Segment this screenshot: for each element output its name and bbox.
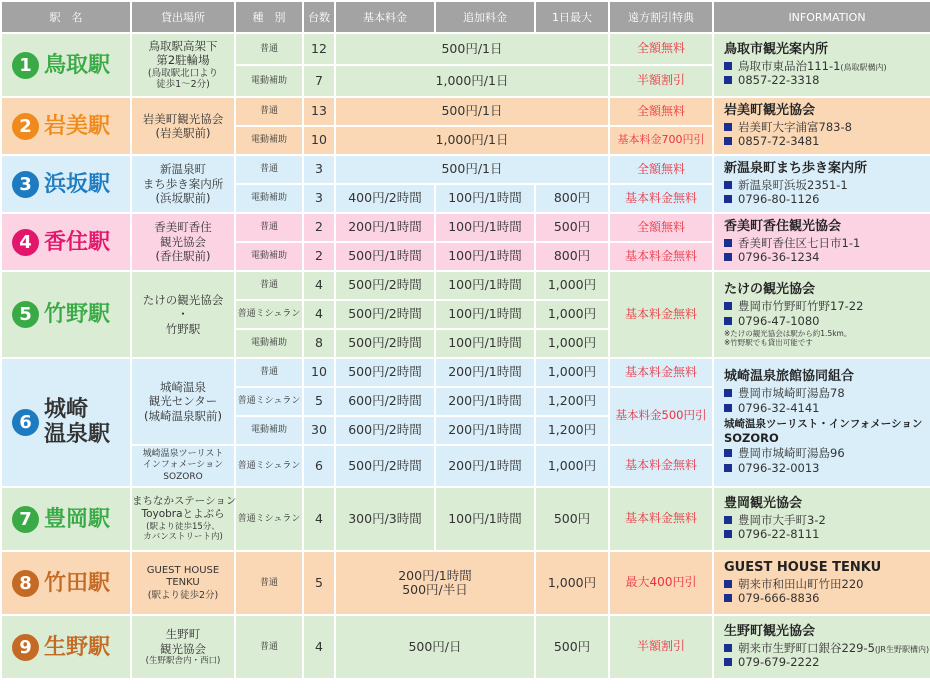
bullet-icon [724,62,732,70]
location-line: 観光協会 [160,641,206,656]
station-takeda [2,552,130,614]
table-row [2,488,930,550]
location-line: SOZORO [163,471,203,482]
rental-location [132,552,234,614]
bullet-icon [724,658,732,666]
header-day-max: 1日最大 [536,2,608,32]
info-phone [724,250,930,265]
info-note: ※たけの観光協会は駅から約1.5km。 [724,328,852,338]
info-cell [714,359,930,486]
location-line: 城崎温泉ツーリスト [142,449,224,460]
station-toyooka [2,488,130,550]
base-fee: 300円/3時間 [336,488,434,550]
location-line: GUEST HOUSE [146,564,220,576]
location-line: まちなかステーション [132,495,237,508]
info-address [724,386,930,401]
bike-count: 10 [304,359,334,386]
info-address [724,577,930,592]
discount: 半額割引 [610,66,712,96]
location-line: 岩美町観光協会 [142,111,224,126]
base-fee: 500円/2時間 [336,446,434,486]
station-name [44,398,110,446]
rental-location [132,214,234,270]
location-line: (香住駅前) [155,249,211,264]
discount: 基本料金無料 [610,272,712,357]
base-fee: 500円/1時間 [336,243,434,270]
fee: 500円/1日 [336,156,608,183]
bike-type: 普通 [236,156,302,183]
day-max: 1,000円 [536,330,608,357]
bike-type: 電動補助 [236,185,302,212]
bike-type: 普通 [236,34,302,64]
rental-location [132,34,234,96]
bike-count: 2 [304,243,334,270]
station-name: 岩美駅 [44,113,111,139]
bike-type: 電動補助 [236,330,302,357]
station-hamasaka [2,156,130,212]
phone-text: 0857-22-3318 [738,73,820,88]
location-note: (鳥取駅北口より [147,67,219,79]
station-number-badge: 6 [12,409,39,436]
address-text: 豊岡市大手町3-2 [738,512,826,527]
bike-type: 普通 [236,272,302,299]
info-address [724,513,930,528]
base-fee: 500円/2時間 [336,359,434,386]
discount: 基本料金無料 [610,488,712,550]
info-cell [714,488,930,550]
table-row [2,272,930,299]
bike-count: 4 [304,488,334,550]
discount: 基本料金無料 [610,243,712,270]
bullet-icon [724,449,732,457]
station-name: 鳥取駅 [44,52,111,78]
info-org-name: 生野町観光協会 [724,623,816,639]
bullet-icon [724,530,732,538]
bike-type: 普通 [236,616,302,678]
location-line: ・ [177,307,189,322]
bullet-icon [724,594,732,602]
info-address [724,59,930,74]
fee-line: 500円/半日 [402,582,468,597]
location-line: 城崎温泉 [160,379,206,394]
table-row [2,214,930,241]
table-row [2,359,930,386]
info-org-name: GUEST HOUSE TENKU [724,559,882,575]
info-org-name: たけの観光協会 [724,282,816,298]
rental-location [132,488,237,550]
location-note: カバンストリート内) [143,532,223,543]
day-max: 1,000円 [536,552,608,614]
discount: 全額無料 [610,98,712,125]
header-type: 種 別 [236,2,302,32]
location-line: 新温泉町 [160,162,206,177]
table-row [2,616,930,678]
bullet-icon [724,76,732,84]
location-line: たけの観光協会 [142,292,224,307]
bike-type: 電動補助 [236,243,302,270]
day-max: 1,000円 [536,301,608,328]
bike-count: 3 [304,156,334,183]
info-org-name: 城崎温泉旅館協同組合 [724,368,855,384]
discount: 全額無料 [610,156,712,183]
day-max: 1,000円 [536,446,608,486]
info-org-name: 鳥取市観光案内所 [724,41,829,57]
day-max: 500円 [536,214,608,241]
info-phone [724,192,930,207]
rental-location [132,616,234,678]
fee [336,552,534,614]
station-name-line: 城崎 [44,397,89,423]
header-base-fee: 基本料金 [336,2,434,32]
add-fee: 200円/1時間 [436,417,534,444]
info-phone [724,527,930,542]
base-fee: 500円/2時間 [336,272,434,299]
bike-type: 電動補助 [236,66,302,96]
bullet-icon [724,253,732,261]
location-line: 鳥取駅高架下 [148,38,218,53]
base-fee: 500円/2時間 [336,301,434,328]
table-row [2,156,930,183]
bullet-icon [724,404,732,412]
header-information: INFORMATION [714,2,930,32]
bullet-icon [724,580,732,588]
day-max: 1,000円 [536,272,608,299]
location-note: (生野駅舎内・西口) [145,656,221,667]
bike-count: 7 [304,66,334,96]
fee: 500円/1日 [336,34,608,64]
discount: 基本料金無料 [610,185,712,212]
location-line: まち歩き案内所 [142,176,224,191]
station-number-badge: 2 [12,113,39,140]
info-phone [724,655,930,670]
bike-count: 10 [304,127,334,154]
bike-type: 電動補助 [236,417,302,444]
info-org-name: 岩美町観光協会 [724,102,816,118]
add-fee: 200円/1時間 [436,359,534,386]
rental-location [132,156,234,212]
discount: 基本料金無料 [610,446,712,486]
phone-text: 0796-47-1080 [738,313,820,328]
station-iwami [2,98,130,154]
bike-count: 2 [304,214,334,241]
address-text: 新温泉町浜坂2351-1 [738,177,848,192]
header-discount: 遠方割引特典 [610,2,712,32]
station-number-badge: 4 [12,229,39,256]
info-address [724,641,930,656]
table-row [2,552,930,614]
add-fee: 200円/1時間 [436,388,534,415]
location-line: 生野町 [165,627,201,642]
add-fee: 100円/1時間 [436,301,534,328]
discount: 基本料金無料 [610,359,712,386]
station-kinosaki-onsen [2,359,130,486]
station-number-badge: 5 [12,301,39,328]
bullet-icon [724,195,732,203]
address-text: 朝来市和田山町竹田220 [738,576,864,591]
info-org-name-2: 城崎温泉ツーリスト・インフォメーション [724,417,923,430]
station-name: 豊岡駅 [44,506,111,532]
location-line: (城崎温泉駅前) [144,408,222,423]
bullet-icon [724,516,732,524]
base-fee: 500円/2時間 [336,330,434,357]
discount: 基本料金700円引 [610,127,712,154]
address-text: 朝来市生野町口銀谷229-5 [738,640,875,655]
phone-text: 0796-36-1234 [738,250,820,265]
info-org-name: 香美町香住観光協会 [724,218,842,234]
bike-type: 普通ミシュラン [236,446,302,486]
bullet-icon [724,181,732,189]
info-cell [714,272,930,357]
location-note: (駅より徒歩2分) [147,589,219,601]
phone-text: 0796-80-1126 [738,192,820,207]
add-fee: 100円/1時間 [436,243,534,270]
info-note: ※竹野駅でも貸出可能です [724,337,813,347]
location-line: Toyobraとよぶら [141,508,225,521]
bike-count: 6 [304,446,334,486]
bike-count: 30 [304,417,334,444]
address-text: 鳥取市東品治111-1 [738,58,841,73]
bike-type: 普通 [236,214,302,241]
bike-count: 4 [304,272,334,299]
discount: 最大400円引 [610,552,712,614]
info-phone [724,134,930,149]
info-phone [724,401,930,416]
bike-type: 普通 [236,552,302,614]
discount: 全額無料 [610,214,712,241]
day-max: 500円 [536,616,608,678]
info-phone [724,461,930,476]
info-cell [714,156,930,212]
station-name: 竹田駅 [44,570,111,596]
address-text: 豊岡市城崎町湯島96 [738,446,845,461]
bike-type: 普通ミシュラン [236,388,302,415]
station-number-badge: 8 [12,570,39,597]
info-cell [714,214,930,270]
fee-line: 200円/1時間 [398,567,472,583]
location-line: 観光協会 [160,234,206,249]
address-text: 豊岡市竹野町竹野17-22 [738,299,864,313]
table-header [2,2,930,32]
day-max: 800円 [536,185,608,212]
add-fee: 100円/1時間 [436,272,534,299]
bike-count: 5 [304,552,334,614]
station-name: 浜坂駅 [44,171,111,197]
rental-location [132,446,234,486]
location-line: (岩美駅前) [155,126,211,140]
location-line: 第2駐輪場 [156,53,210,68]
day-max: 1,000円 [536,359,608,386]
bullet-icon [724,644,732,652]
info-cell [714,616,930,678]
info-org-name: 新温泉町まち歩き案内所 [724,160,868,176]
header-location: 貸出場所 [132,2,234,32]
location-note: (駅より徒歩15分、 [146,521,220,532]
bike-count: 8 [304,330,334,357]
base-fee: 600円/2時間 [336,417,434,444]
info-address [724,120,930,135]
address-note: (JR生野駅構内) [874,644,930,654]
station-name-line: 温泉駅 [44,421,111,447]
rental-location [132,359,234,444]
info-cell [714,98,930,154]
info-cell [714,34,930,96]
info-address [724,178,930,193]
phone-text: 0796-32-0013 [738,461,820,476]
bike-type: 普通ミシュラン [236,488,302,550]
discount: 半額割引 [610,616,712,678]
station-ikuno [2,616,130,678]
bike-count: 4 [304,616,334,678]
discount: 基本料金500円引 [610,388,712,444]
header-station: 駅 名 [2,2,130,32]
station-number-badge: 9 [12,634,39,661]
info-cell [714,552,930,614]
bike-count: 12 [304,34,334,64]
table-row [2,98,930,125]
station-name: 竹野駅 [44,301,111,327]
rental-location [132,272,234,357]
bike-type: 普通ミシュラン [236,301,302,328]
day-max: 500円 [536,488,608,550]
location-line: 観光センター [148,394,218,409]
fee: 500円/1日 [336,98,608,125]
add-fee: 200円/1時間 [436,446,534,486]
bullet-icon [724,317,732,325]
rental-location [132,98,234,154]
address-text: 岩美町大字浦富783-8 [738,119,852,134]
phone-text: 079-679-2222 [738,655,820,670]
location-line: 竹野駅 [165,321,201,336]
address-text: 香美町香住区七日市1-1 [738,235,861,250]
bullet-icon [724,123,732,131]
header-add-fee: 追加料金 [436,2,534,32]
day-max: 800円 [536,243,608,270]
header-count: 台数 [304,2,334,32]
phone-text: 0796-32-4141 [738,400,820,415]
day-max: 1,200円 [536,417,608,444]
discount: 全額無料 [610,34,712,64]
location-line: (浜坂駅前) [155,191,211,206]
location-line: インフォメーション [142,460,224,471]
bike-type: 普通 [236,359,302,386]
fee: 500円/日 [336,616,534,678]
bike-count: 4 [304,301,334,328]
base-fee: 400円/2時間 [336,185,434,212]
info-phone [724,73,930,88]
bullet-icon [724,389,732,397]
day-max: 1,200円 [536,388,608,415]
bike-count: 5 [304,388,334,415]
phone-text: 0796-22-8111 [738,527,820,542]
phone-text: 0857-72-3481 [738,134,820,149]
table-row [2,34,930,64]
station-kasumi [2,214,130,270]
station-number-badge: 3 [12,171,39,198]
add-fee: 100円/1時間 [436,330,534,357]
bike-type: 電動補助 [236,127,302,154]
address-note: (鳥取駅構内) [840,62,887,72]
base-fee: 600円/2時間 [336,388,434,415]
location-note: 徒歩1〜2分) [156,79,210,91]
bullet-icon [724,137,732,145]
base-fee: 200円/1時間 [336,214,434,241]
phone-text: 079-666-8836 [738,591,820,606]
station-tottori [2,34,130,96]
fee: 1,000円/1日 [336,66,608,96]
info-address [724,236,930,251]
bullet-icon [724,302,732,310]
add-fee: 100円/1時間 [436,488,534,550]
bike-count: 3 [304,185,334,212]
station-name: 香住駅 [44,229,111,255]
add-fee: 100円/1時間 [436,185,534,212]
info-org-name-2b: SOZORO [724,431,779,446]
info-org-name: 豊岡観光協会 [724,495,803,511]
bullet-icon [724,239,732,247]
location-line: TENKU [166,577,200,589]
station-name: 生野駅 [44,634,111,660]
location-line: 香美町香住 [154,220,212,235]
station-takeno [2,272,130,357]
bullet-icon [724,464,732,472]
fee: 1,000円/1日 [336,127,608,154]
info-address [724,299,930,314]
info-phone [724,591,930,606]
info-address [724,446,930,461]
address-text: 豊岡市城崎町湯島78 [738,385,845,400]
info-phone [724,314,930,329]
bike-count: 13 [304,98,334,125]
station-number-badge: 7 [12,506,39,533]
bike-type: 普通 [236,98,302,125]
add-fee: 100円/1時間 [436,214,534,241]
station-number-badge: 1 [12,52,39,79]
